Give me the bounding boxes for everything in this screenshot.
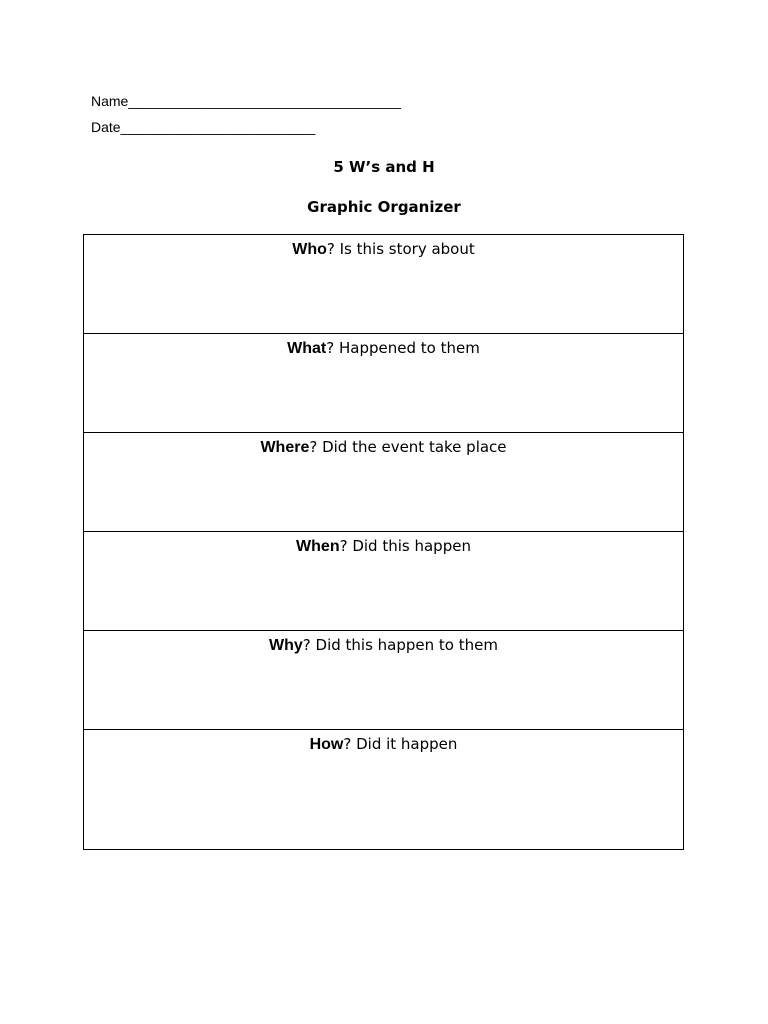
how-question-word: How [309, 736, 344, 753]
where-question-word: Where [260, 439, 310, 456]
date-field[interactable] [91, 118, 315, 136]
who-row[interactable] [84, 235, 683, 334]
what-question-word: What [287, 340, 327, 357]
why-row[interactable] [84, 631, 683, 730]
date-label: Date [91, 119, 121, 135]
what-row[interactable] [84, 334, 683, 433]
graphic-organizer-table [83, 234, 684, 850]
name-field[interactable] [91, 92, 401, 110]
why-question-prompt: ? Did this happen to them [302, 636, 498, 654]
worksheet-title: 5 W’s and H [333, 158, 435, 176]
how-question-prompt: ? Did it happen [343, 735, 458, 753]
why-question-word: Why [269, 637, 303, 654]
who-question-word: Who [292, 241, 327, 258]
what-question-prompt: ? Happened to them [326, 339, 480, 357]
when-question-word: When [296, 538, 340, 555]
when-row[interactable] [84, 532, 683, 631]
worksheet-subtitle: Graphic Organizer [307, 198, 461, 216]
when-question-prompt: ? Did this happen [339, 537, 471, 555]
where-question-prompt: ? Did the event take place [309, 438, 507, 456]
name-label: Name [91, 93, 129, 109]
how-row[interactable] [84, 730, 683, 849]
name-blank-line[interactable]: ___________________________________ [128, 93, 401, 109]
where-row[interactable] [84, 433, 683, 532]
who-question-prompt: ? Is this story about [326, 240, 475, 258]
date-blank-line[interactable]: _________________________ [120, 119, 316, 135]
